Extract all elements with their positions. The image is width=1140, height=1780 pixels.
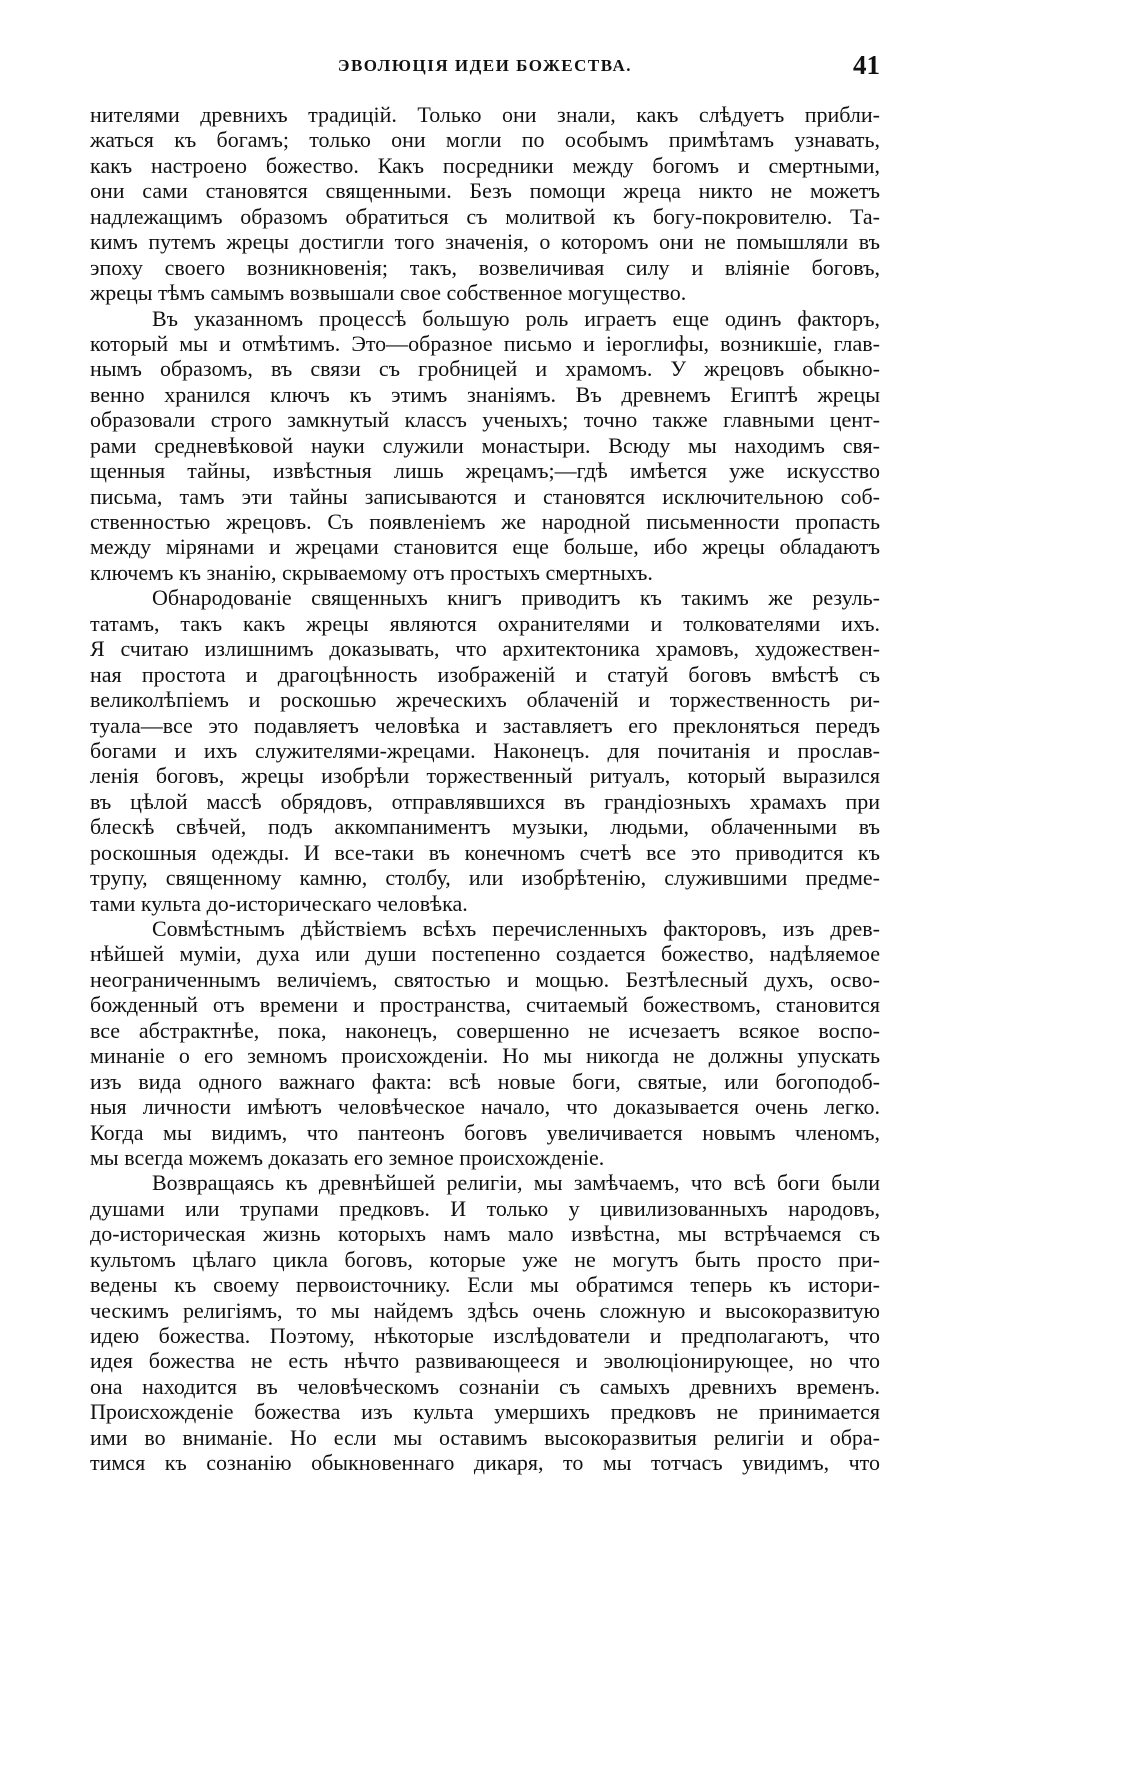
- text-line: Происхожденіе божества изъ культа умершихъ предковъ не принимается: [90, 1399, 880, 1425]
- text-line: Совмѣстнымъ дѣйствіемъ всѣхъ перечисленныхъ факторовъ, изъ древ-: [152, 916, 880, 941]
- text-line: идея божества не есть нѣчто развивающееся и эволюціонирующее, но что: [90, 1348, 880, 1374]
- text-line: жрецы тѣмъ самымъ возвышали свое собственное могущество.: [90, 280, 687, 306]
- text-line: божденный отъ времени и пространства, считаемый божествомъ, становится: [90, 992, 880, 1018]
- text-line: изъ вида одного важнаго факта: всѣ новые боги, святые, или богоподоб-: [90, 1068, 880, 1094]
- text-line: между мірянами и жрецами становится еще больше, ибо жрецы обладаютъ: [90, 534, 880, 560]
- page-number: 41: [853, 50, 880, 80]
- running-title: ЭВОЛЮЦІЯ ИДЕИ БОЖЕСТВА.: [337, 56, 633, 75]
- text-line: нителями древнихъ традицій. Только они знали, какъ слѣдуетъ прибли-: [90, 102, 880, 127]
- text-line: мы всегда можемъ доказать его земное происхожденіе.: [90, 1144, 605, 1170]
- text-line: ими во вниманіе. Но если мы оставимъ высокоразвитыя религіи и обра-: [90, 1424, 880, 1450]
- text-line: эпоху своего возникновенія; такъ, возвеличивая силу и вліяніе боговъ,: [90, 254, 880, 280]
- text-line: какъ настроено божество. Какъ посредники между богомъ и смертными,: [90, 152, 880, 178]
- page-header: [90, 50, 880, 90]
- text-line: надлежащимъ образомъ обратиться съ молитвой къ богу-покровителю. Та-: [90, 203, 880, 229]
- text-line: венно хранился ключъ къ этимъ знаніямъ. Въ древнемъ Египтѣ жрецы: [90, 381, 880, 407]
- text-line: Обнародованіе священныхъ книгъ приводитъ къ такимъ же резуль-: [152, 585, 880, 611]
- text-line: щенныя тайны, извѣстныя лишь жрецамъ;—гдѣ имѣется уже искусство: [90, 458, 880, 484]
- text-line: душами или трупами предковъ. И только у цивилизованныхъ народовъ,: [90, 1195, 880, 1221]
- text-line: ная простота и драгоцѣнность изображеній и статуй боговъ вмѣстѣ съ: [90, 661, 880, 687]
- text-line: который мы и отмѣтимъ. Это—образное письмо и іероглифы, возникшіе, глав-: [90, 330, 880, 356]
- text-line: все абстрактнѣе, пока, наконецъ, совершенно не исчезаетъ всякое воспо-: [90, 1017, 880, 1043]
- text-line: ческимъ религіямъ, то мы найдемъ здѣсь очень сложную и высокоразвитую: [90, 1297, 880, 1323]
- text-line: богами и ихъ служителями-жрецами. Наконецъ. для почитанія и прослав-: [90, 737, 880, 763]
- text-line: неограниченнымъ величіемъ, святостью и мощью. Безтѣлесный духъ, осво-: [90, 966, 880, 992]
- text-line: Возвращаясь къ древнѣйшей религіи, мы замѣчаемъ, что всѣ боги были: [152, 1170, 880, 1196]
- text-line: Когда мы видимъ, что пантеонъ боговъ увеличивается новымъ членомъ,: [90, 1119, 880, 1145]
- text-line: жаться къ богамъ; только они могли по особымъ примѣтамъ узнавать,: [90, 127, 880, 153]
- text-line: ключемъ къ знанію, скрываемому отъ простыхъ смертныхъ.: [90, 559, 653, 585]
- text-line: письма, тамъ эти тайны записываются и становятся исключительною соб-: [90, 483, 880, 509]
- text-line: тимся къ сознанію обыкновеннаго дикаря, то мы тотчасъ увидимъ, что: [90, 1450, 880, 1476]
- text-line: ственностью жрецовъ. Съ появленіемъ же народной письменности пропасть: [90, 509, 880, 534]
- text-line: нѣйшей муміи, духа или души постепенно создается божество, надѣляемое: [90, 941, 880, 967]
- text-line: блескѣ свѣчей, подъ аккомпаниментъ музыки, людьми, облаченными въ: [90, 814, 880, 840]
- text-line: тами культа до-историческаго человѣка.: [90, 890, 468, 916]
- text-line: они сами становятся священными. Безъ помощи жреца никто не можетъ: [90, 178, 880, 204]
- text-line: ныя личности имѣютъ человѣческое начало, что доказывается очень легко.: [90, 1094, 880, 1120]
- text-line: культомъ цѣлаго цикла боговъ, которые уже не могутъ быть просто при-: [90, 1246, 880, 1272]
- text-line: ленія боговъ, жрецы изобрѣли торжественный ритуалъ, который выразился: [90, 763, 880, 789]
- text-line: нымъ образомъ, въ связи съ гробницей и храмомъ. У жрецовъ обыкно-: [90, 356, 880, 382]
- text-line: туала—все это подавляетъ человѣка и заставляетъ его преклоняться передъ: [90, 712, 880, 738]
- text-line: великолѣпіемъ и роскошью жреческихъ облаченій и торжественность ри-: [90, 687, 880, 713]
- text-line: кимъ путемъ жрецы достигли того значенія, о которомъ они не помышляли въ: [90, 229, 880, 255]
- text-line: роскошныя одежды. И все-таки въ конечномъ счетѣ все это приводится къ: [90, 839, 880, 865]
- body-text: [90, 102, 880, 1476]
- text-line: Въ указанномъ процессѣ большую роль играетъ еще одинъ факторъ,: [152, 305, 880, 331]
- text-line: ведены къ своему первоисточнику. Если мы обратимся теперь къ истори-: [90, 1272, 880, 1298]
- text-line: рами средневѣковой науки служили монастыри. Всюду мы находимъ свя-: [90, 432, 880, 458]
- text-line: Я считаю излишнимъ доказывать, что архитектоника храмовъ, художествен-: [90, 636, 880, 662]
- text-line: трупу, священному камню, столбу, или изобрѣтенію, служившими предме-: [90, 865, 880, 891]
- text-line: до-историческая жизнь которыхъ намъ мало извѣстна, мы встрѣчаемся съ: [90, 1221, 880, 1247]
- text-line: идею божества. Поэтому, нѣкоторые изслѣдователи и предполагаютъ, что: [90, 1323, 880, 1348]
- text-line: татамъ, такъ какъ жрецы являются охранителями и толкователями ихъ.: [90, 610, 880, 636]
- text-line: въ цѣлой массѣ обрядовъ, отправлявшихся въ грандіозныхъ храмахъ при: [90, 788, 880, 814]
- text-line: минаніе о его земномъ происхожденіи. Но мы никогда не должны упускать: [90, 1043, 880, 1069]
- text-line: она находится въ человѣческомъ сознаніи съ самыхъ древнихъ временъ.: [90, 1373, 880, 1399]
- text-line: образовали строго замкнутый классъ ученыхъ; точно также главными цент-: [90, 407, 880, 433]
